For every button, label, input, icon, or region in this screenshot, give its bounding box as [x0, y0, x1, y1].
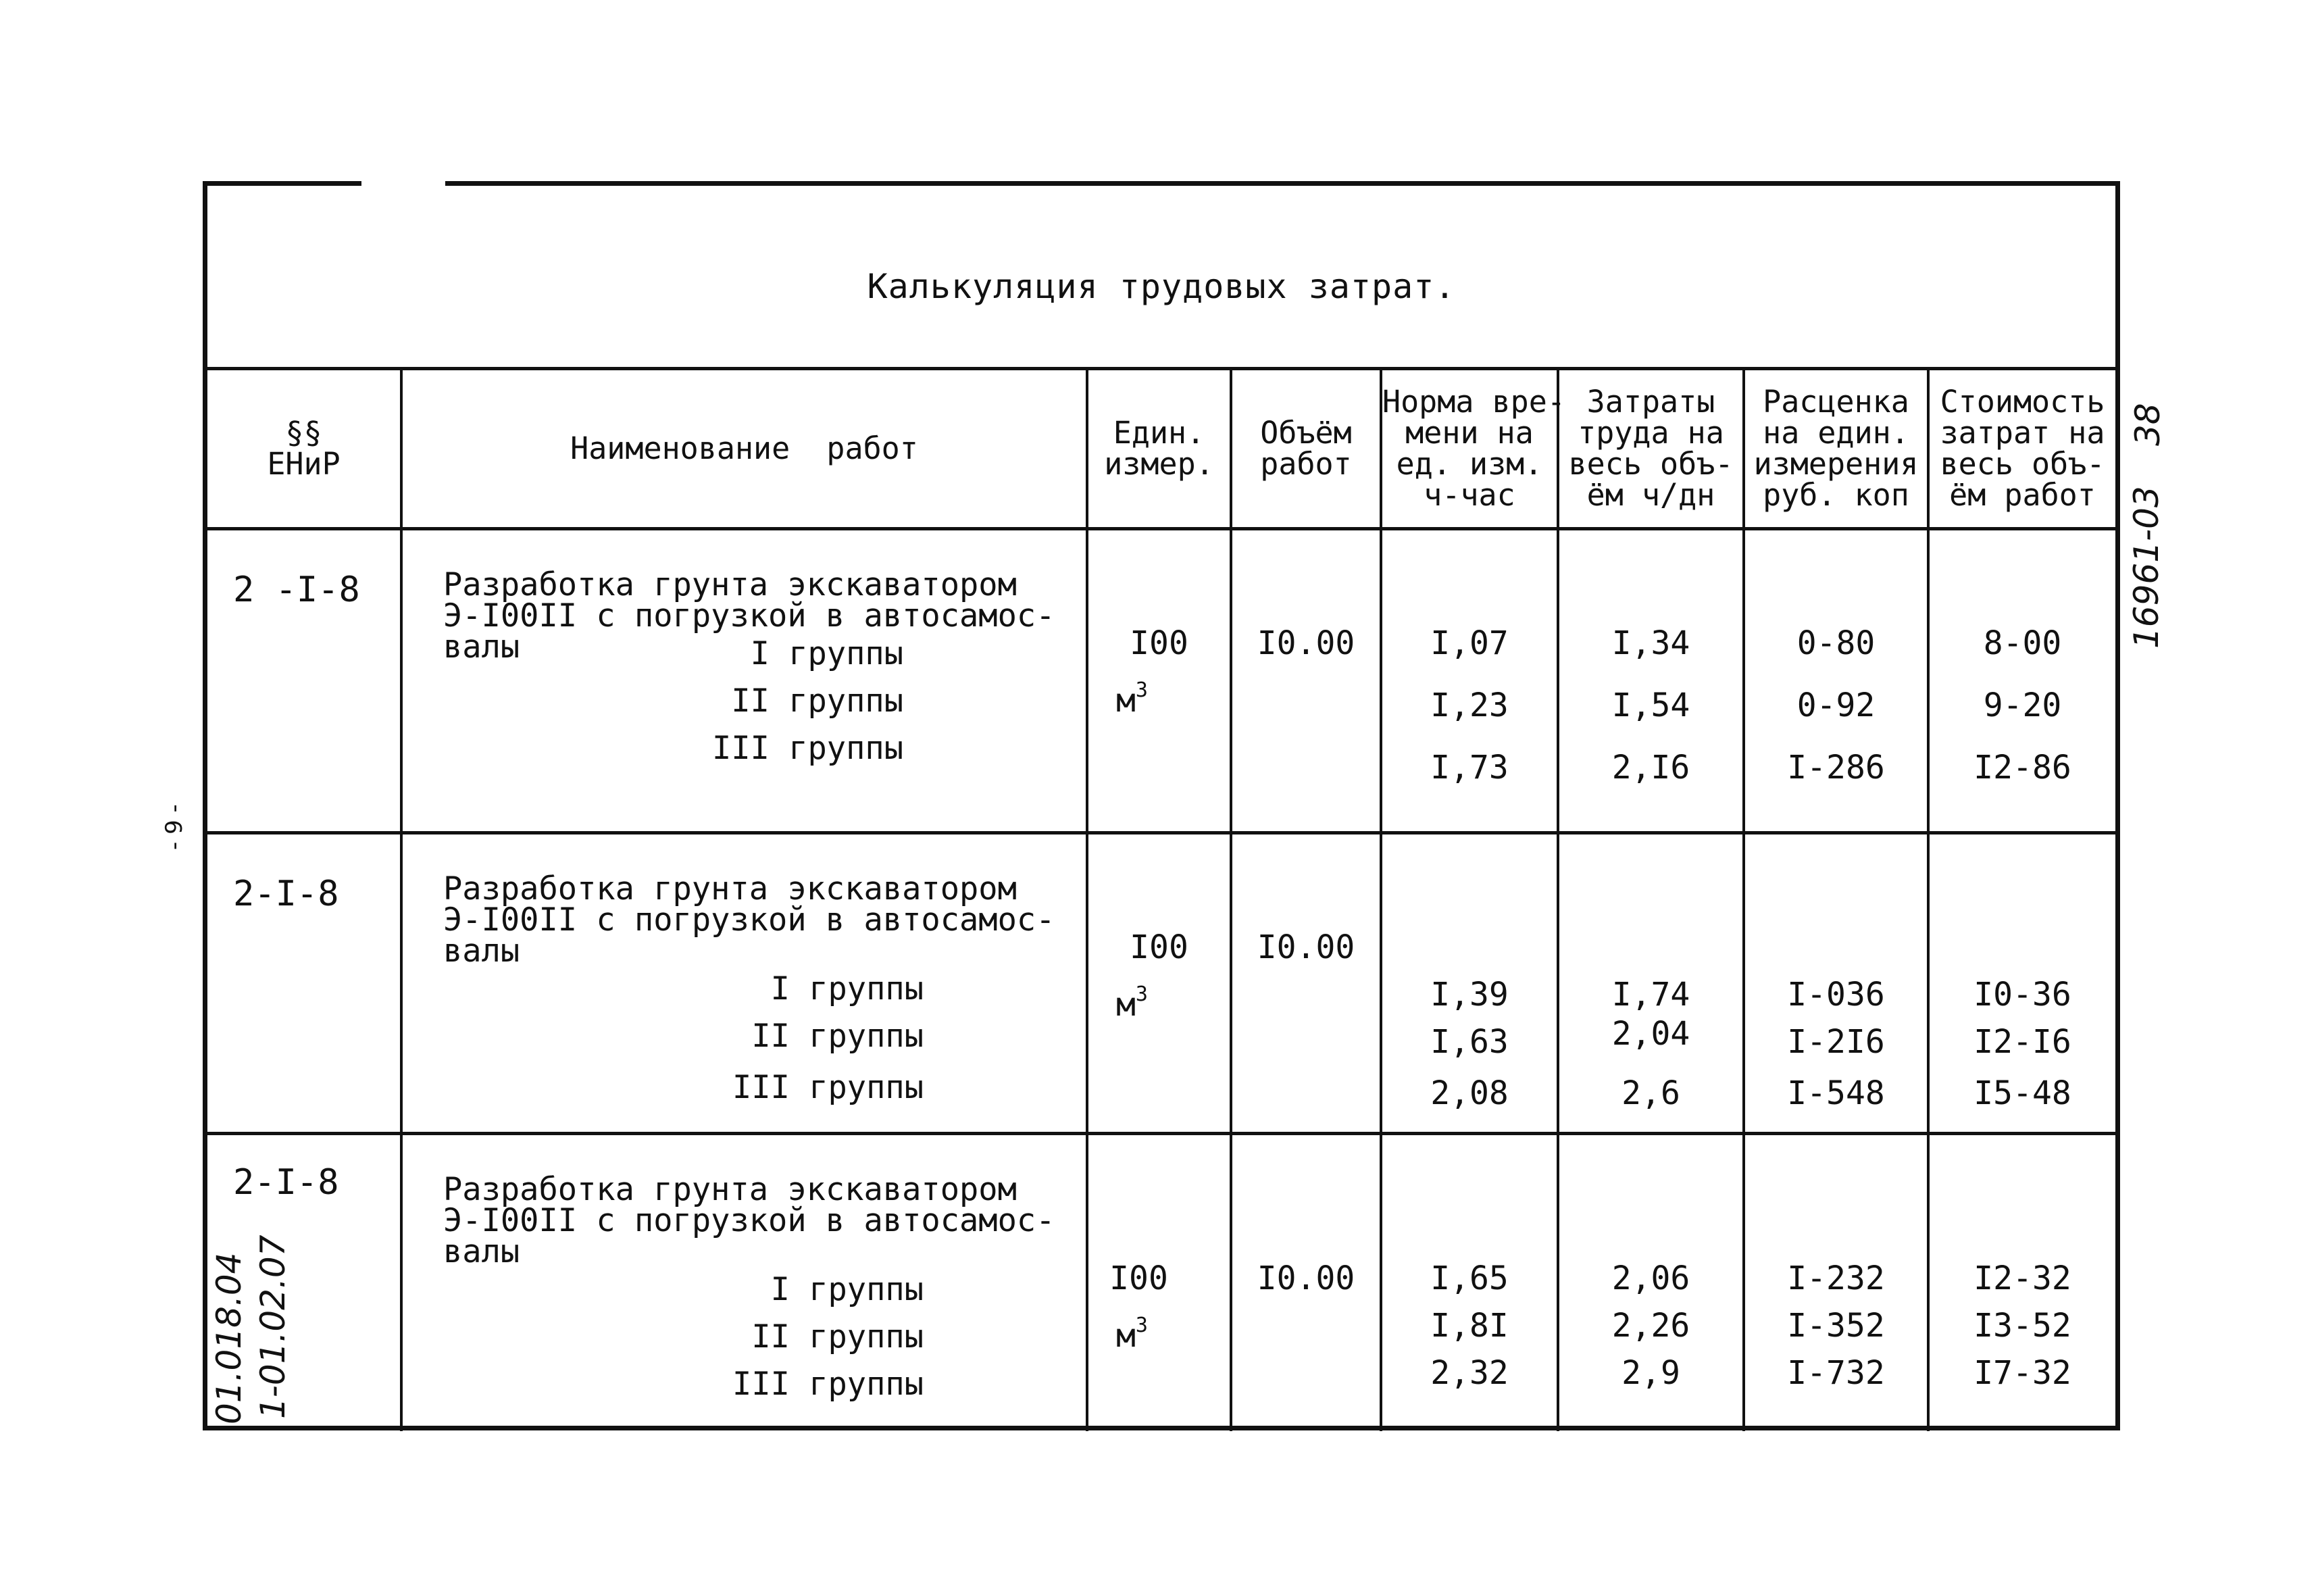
- table-row: [207, 529, 2115, 833]
- reference-code-1: 01.018.04: [209, 1252, 249, 1424]
- rate-cell: I-232 I-352 I-732: [1744, 1134, 1928, 1431]
- table-row: [207, 1134, 2115, 1431]
- header-labor-cost: Затраты труда на весь объ- ём ч/дн: [1558, 369, 1744, 529]
- rate-cell: 0-80 0-92 I-286: [1744, 529, 1928, 833]
- norm-cell: I,39 I,63 2,08: [1381, 833, 1558, 1134]
- volume-cell: I0.00: [1231, 529, 1381, 833]
- volume-cell: I0.00: [1231, 833, 1381, 1134]
- unit-cell: I00 $м^3$: [1087, 833, 1231, 1134]
- labor-cell: I,34 I,54 2,I6: [1558, 529, 1744, 833]
- table-row: [207, 833, 2115, 1134]
- rate-cell: I-036 I-2I6 I-548: [1744, 833, 1928, 1134]
- work-description: Разработка грунта экскаватором Э-I00II с погрузкой в автосамос- валы I группы II группы III группы: [401, 529, 1087, 833]
- norm-cell: I,65 I,8I 2,32: [1381, 1134, 1558, 1431]
- cost-cell: I2-32 I3-52 I7-32: [1973, 1260, 2071, 1392]
- header-time-norm: Норма вре- мени на ед. изм. ч-час: [1381, 369, 1558, 529]
- enir-code: 2-I-8: [207, 833, 401, 1134]
- header-unit-rate: Расценка на един. измерения руб. коп: [1744, 369, 1928, 529]
- unit-cell: I00 $м^3$: [1087, 1134, 1231, 1431]
- reference-code-2: 1-01.02.07: [253, 1235, 293, 1419]
- table-header-row: [207, 369, 2115, 529]
- frame-border-gap: [361, 179, 445, 189]
- cost-cell: I0-36 I2-I6 I5-48: [1928, 833, 2115, 1134]
- header-total-cost: Стоимость затрат на весь объ- ём работ: [1928, 369, 2115, 529]
- header-enir: §§ ЕНиР: [207, 369, 401, 529]
- cost-cell: 8-00 9-20 I2-86: [1928, 529, 2115, 833]
- unit-cell: I00 $м^3$: [1087, 529, 1231, 833]
- document-code: 16961-03: [2127, 486, 2166, 649]
- norm-cell: I,07 I,23 I,73: [1381, 529, 1558, 833]
- enir-code: 2 -I-8: [207, 529, 401, 833]
- page-number: 38: [2128, 403, 2167, 446]
- margin-page-mark: - 9 -: [161, 804, 188, 850]
- volume-cell: I0.00: [1231, 1134, 1381, 1431]
- header-work-name: Наименование работ: [401, 369, 1087, 529]
- enir-code: 2-I-8: [207, 1134, 401, 1431]
- work-description: Разработка грунта экскаватором Э-I00II с погрузкой в автосамос- валы I группы II группы III группы: [401, 833, 1087, 1134]
- document-title: Калькуляция трудовых затрат.: [867, 267, 1456, 306]
- work-description: Разработка грунта экскаватором Э-I00II с погрузкой в автосамос- валы I группы II группы III группы: [401, 1134, 1087, 1431]
- calculation-table-frame: [203, 181, 2120, 1430]
- labor-cell: I,74 2,04 2,6: [1558, 833, 1744, 1134]
- header-unit: Един. измер.: [1087, 369, 1231, 529]
- header-volume: Объём работ: [1231, 369, 1381, 529]
- labor-cost-table: [207, 367, 2115, 1431]
- labor-cell: 2,06 2,26 2,9: [1558, 1134, 1744, 1431]
